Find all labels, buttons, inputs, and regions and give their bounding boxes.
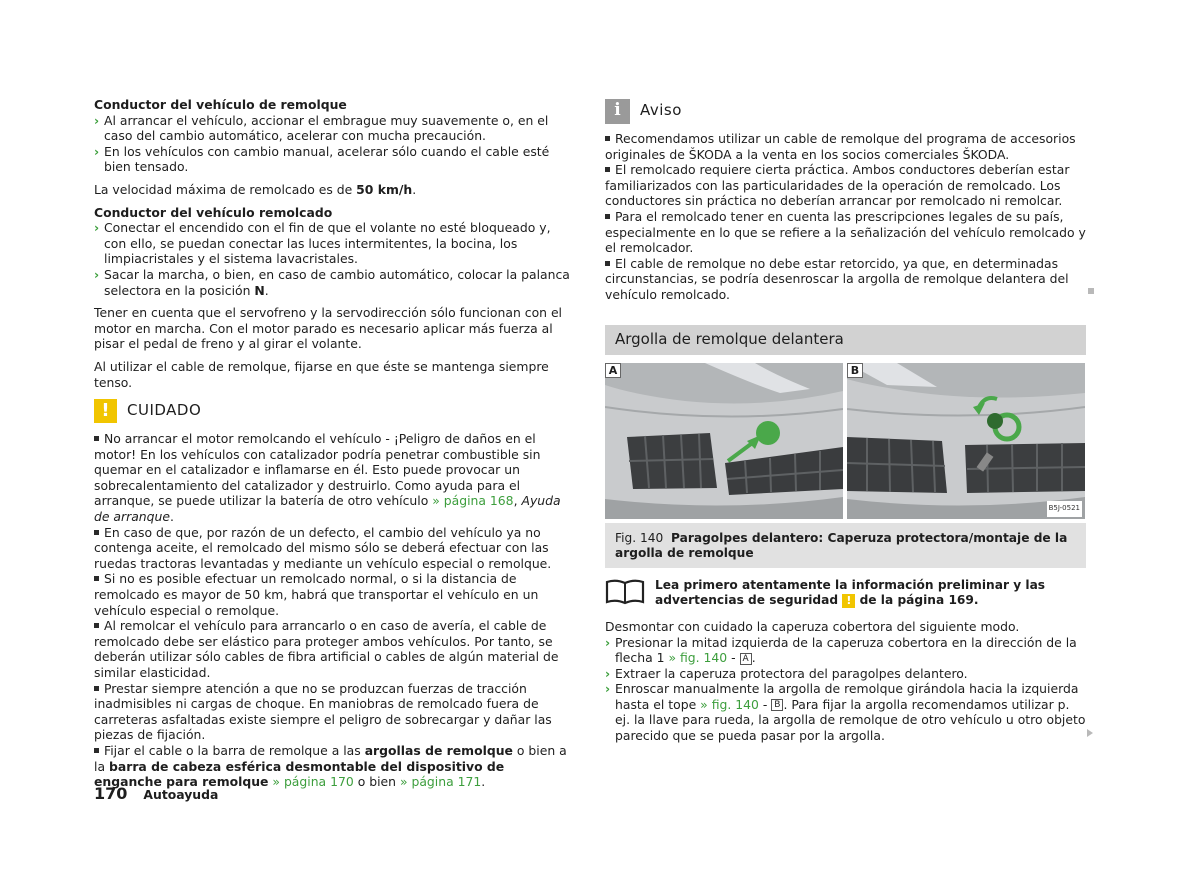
left-column xyxy=(94,97,574,790)
warning-icon: ! xyxy=(842,594,855,608)
page-link[interactable]: » página 170 xyxy=(272,774,354,790)
list-item xyxy=(94,113,574,144)
list-item-text: Al arrancar el vehículo, accionar el embrague muy suavemente o, en el caso del cambio automático, acelerar con mucha precaución. xyxy=(104,112,549,144)
read-first-row xyxy=(605,578,1086,609)
bullet-icon xyxy=(94,623,99,628)
figure-code: B5J-0521 xyxy=(1047,501,1082,517)
figure-ref-a: A xyxy=(740,653,752,665)
note-item-text: Recomendamos utilizar un cable de remolque del programa de accesorios originales de ŠKODA a la venta en los socios comerciales ŠKODA. xyxy=(605,131,1076,162)
bullet-icon xyxy=(605,214,610,219)
reference-title: Ayuda de arranque xyxy=(94,493,561,525)
page-footer xyxy=(94,786,218,803)
warning-item xyxy=(94,525,574,572)
open-book-icon xyxy=(605,578,645,606)
bullet-icon xyxy=(605,261,610,266)
list-item-text: Conectar el encendido con el fin de que el volante no esté bloqueado y, con ello, se puedan conectar las luces intermitentes, la bocina, los limpiacristales y el sistema lavacristales. xyxy=(104,220,551,267)
list-item-text: Sacar la marcha, o bien, en caso de cambio automático, colocar la palanca selectora en la posición xyxy=(104,266,570,298)
towing-eye-illustration xyxy=(847,363,1085,519)
warning-item xyxy=(94,618,574,680)
page-link[interactable]: » página 171 xyxy=(399,774,482,790)
warning-header xyxy=(94,397,574,425)
figure-ref-b: B xyxy=(771,699,783,711)
speed-text: La velocidad máxima de remolcado es de xyxy=(94,181,357,197)
chevron-icon: › xyxy=(94,220,100,236)
warning-item xyxy=(94,681,574,743)
note-body xyxy=(605,131,1086,303)
note-title: Aviso xyxy=(640,101,682,120)
chevron-icon: › xyxy=(605,634,611,650)
bullet-icon xyxy=(94,530,99,535)
step-text: . Para fijar la argolla recomendamos utilizar p. ej. la llave para rueda, la argolla de remolque de otro vehículo u otro objeto parecido que se pueda pasar por la argolla. xyxy=(615,696,1086,744)
warning-item xyxy=(94,571,574,618)
section-title: Argolla de remolque delantera xyxy=(605,325,1086,355)
paragraph-servo: Tener en cuenta que el servofreno y la servodirección sólo funcionan con el motor en marcha. Con el motor parado es necesario aplicar más fuerza al pisar el pedal de freno y al girar el volante. xyxy=(94,305,563,352)
right-column xyxy=(605,97,1086,744)
page-link[interactable]: » página 168 xyxy=(432,493,514,509)
chevron-icon: › xyxy=(94,266,100,282)
section-end-marker xyxy=(1088,288,1094,294)
step-text: Extraer la caperuza protectora del paragolpes delantero. xyxy=(615,665,968,681)
figure-label-a: A xyxy=(605,363,621,378)
list-item xyxy=(94,220,574,267)
read-first-part: de la página 169. xyxy=(855,593,979,608)
note-item xyxy=(605,131,1086,162)
separator: o bien xyxy=(353,774,400,790)
warning-item: Fijar el cable o la barra de remolque a las argollas de remolque o bien a la barra de cabeza esférica desmontable del dispositivo de enganche para remolque » página 170 o bien » página 171. xyxy=(94,742,567,790)
warning-item-text: No arrancar el motor remolcando el vehículo - ¡Peligro de daños en el motor! En los vehículos con catalizador podría penetrar combustible sin quemar en el catalizador e inflamarse en él. Esto puede provocar un sobrecalentamiento del catalizador y destruirlo. Como ayuda para el arranque, se puede utilizar la batería de otro vehículo xyxy=(94,431,541,509)
note-item-text: El remolcado requiere cierta práctica. Ambos conductores deberían estar familiarizados con las particularidades de la operación de remolcado. Los conductores sin práctica no deberían arrancar por remolcado ni remolcar. xyxy=(605,162,1070,209)
warning-item: No arrancar el motor remolcando el vehículo - ¡Peligro de daños en el motor! En los vehículos con catalizador podría penetrar combustible sin quemar en el catalizador e inflamarse en él. Esto puede provocar un sobrecalentamiento del catalizador y destruirlo. Como ayuda para el arranque, se puede utilizar la batería de otro vehículo » página 168, Ayuda de arranque. xyxy=(94,431,561,525)
figure-link[interactable]: » fig. 140 xyxy=(668,650,728,666)
figure-140 xyxy=(605,363,1086,519)
bullet-icon xyxy=(605,136,610,141)
gear-position: N xyxy=(254,282,265,298)
speed-paragraph: La velocidad máxima de remolcado es de 50 km/h. xyxy=(94,181,417,197)
bullet-icon xyxy=(94,576,99,581)
subheading-towed-driver: Conductor del vehículo remolcado xyxy=(94,204,333,220)
list-item: › Sacar la marcha, o bien, en caso de cambio automático, colocar la palanca selectora en la posición N. xyxy=(94,266,570,298)
chevron-icon: › xyxy=(94,112,100,128)
continue-arrow-icon xyxy=(1087,729,1093,737)
list-item xyxy=(605,666,1086,682)
read-first-part: Lea primero atentamente la información preliminar y las advertencias de seguridad xyxy=(655,577,1046,608)
caption-number: Fig. 140 xyxy=(615,530,664,545)
footer-section: Autoayuda xyxy=(143,787,219,802)
note-item xyxy=(605,162,1086,209)
warning-item-text: Fijar el cable o la barra de remolque a las xyxy=(104,742,365,758)
note-item xyxy=(605,209,1086,256)
warning-item-text: Prestar siempre atención a que no se produzcan fuerzas de tracción inadmisibles ni cargas de choque. En maniobras de remolcado fuera de carreteras asfaltadas existe siempre el peligro de sobrecargar y dañar las piezas de fijación. xyxy=(94,680,552,743)
note-item-text: Para el remolcado tener en cuenta las prescripciones legales de su país, especialmente en lo que se refiere a la señalización del vehículo remolcado y el remolcador. xyxy=(605,208,1086,256)
bold-term: barra de cabeza esférica desmontable del dispositivo de enganche para remolque xyxy=(94,758,505,790)
list-item: › Presionar la mitad izquierda de la caperuza cobertora en la dirección de la flecha 1 » fig. 140 - A . xyxy=(605,634,1077,666)
warning-item-text: Al remolcar el vehículo para arrancarlo o en caso de avería, el cable de remolcado debe ser elástico para proteger ambos vehículos. Por tanto, se deberán utilizar sólo cables de fibra artificial o cables de algún material de similar elasticidad. xyxy=(94,618,559,680)
list-item-text: En los vehículos con cambio manual, acelerar sólo cuando el cable esté bien tensado. xyxy=(104,143,550,175)
paragraph-cable: Al utilizar el cable de remolque, fijarse en que éste se mantenga siempre tenso. xyxy=(94,358,549,390)
speed-value: 50 km/h xyxy=(356,181,413,197)
info-icon: i xyxy=(605,99,630,124)
note-header xyxy=(605,97,1086,125)
warning-item-text: o bien a la xyxy=(94,742,567,774)
bullet-icon xyxy=(94,436,99,441)
figure-label-b: B xyxy=(847,363,863,378)
separator: , xyxy=(513,493,522,509)
figure-a-image xyxy=(605,363,843,519)
warning-item-text: En caso de que, por razón de un defecto, el cambio del vehículo ya no contenga aceite, el remolcado del mismo sólo se deberá efectuar con las ruedas tractoras levantadas y mediante un vehículo especial o remolque. xyxy=(94,524,552,571)
bumper-cap-illustration xyxy=(605,363,843,519)
chevron-icon: › xyxy=(605,681,611,697)
figure-link[interactable]: » fig. 140 xyxy=(700,696,759,712)
figure-caption xyxy=(605,523,1086,568)
bullet-icon xyxy=(94,748,99,753)
intro-text: Desmontar con cuidado la caperuza cobertora del siguiente modo. xyxy=(605,618,1020,634)
read-first-text xyxy=(655,578,1086,609)
chevron-icon: › xyxy=(605,665,611,681)
step-text: Enroscar manualmente la argolla de remolque girándola hacia la izquierda hasta el tope xyxy=(615,681,1079,712)
caption-text: Paragolpes delantero: Caperuza protectora/montaje de la argolla de remolque xyxy=(615,530,1068,561)
warning-icon: ! xyxy=(94,399,117,423)
bullet-icon xyxy=(605,167,610,172)
note-item-text: El cable de remolque no debe estar retorcido, ya que, en determinadas circunstancias, se podría desenroscar la argolla de remolque delantera del vehículo remolcado. xyxy=(605,255,1069,302)
chevron-icon: › xyxy=(94,143,100,159)
subheading-towing-driver: Conductor del vehículo de remolque xyxy=(94,97,347,112)
warning-title: CUIDADO xyxy=(127,401,202,420)
page-number: 170 xyxy=(94,784,128,803)
warning-body xyxy=(94,431,574,790)
bullet-icon xyxy=(94,686,99,691)
step-text: Presionar la mitad izquierda de la caperuza cobertora en la dirección de la flecha 1 xyxy=(615,634,1077,666)
list-item xyxy=(94,144,574,175)
figure-b-image xyxy=(847,363,1085,519)
bold-term: argollas de remolque xyxy=(364,742,513,758)
list-item: › Enroscar manualmente la argolla de remolque girándola hacia la izquierda hasta el tope » fig. 140 - B . Para fijar la argolla recomendamos utilizar p. ej. la llave para rueda, la argolla de remolque de otro vehículo u otro objeto parecido que se pueda pasar por la argolla. xyxy=(605,681,1086,744)
note-item xyxy=(605,256,1086,303)
warning-item-text: Si no es posible efectuar un remolcado normal, o si la distancia de remolcado es mayor de 50 km, habrá que transportar el vehículo en un vehículo especial o remolque. xyxy=(94,571,539,618)
